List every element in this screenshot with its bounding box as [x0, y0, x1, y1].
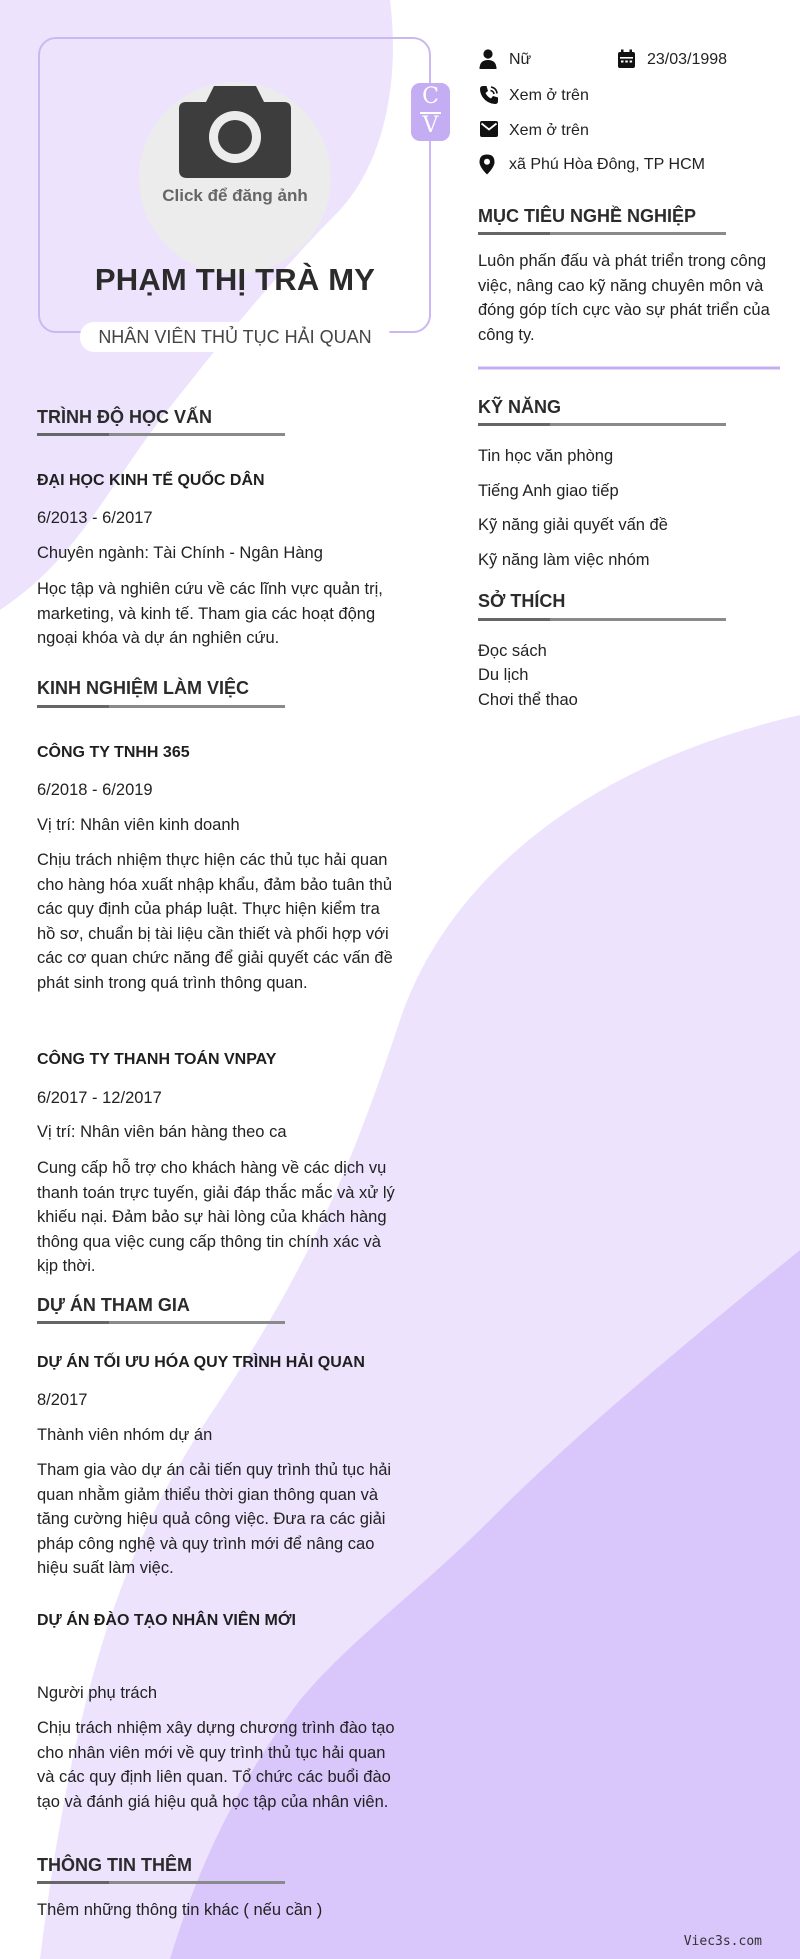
- user-icon: [479, 49, 497, 69]
- watermark: Viec3s.com: [683, 1934, 762, 1949]
- additional-rule: [37, 1881, 285, 1884]
- career-goal-text: Luôn phấn đấu và phát triển trong công việc, nâng cao kỹ năng chuyên môn và đóng góp tích cực vào sự phát triển của công ty.: [478, 252, 770, 344]
- job-position: Vị trí: Nhân viên kinh doanh: [37, 816, 240, 834]
- avatar-upload[interactable]: [139, 82, 331, 274]
- projects-heading: DỰ ÁN THAM GIA: [37, 1295, 190, 1315]
- job-position: Vị trí: Nhân viên bán hàng theo ca: [37, 1123, 287, 1141]
- education-period: 6/2013 - 6/2017: [37, 509, 153, 527]
- job-description: Cung cấp hỗ trợ cho khách hàng về các dịch vụ thanh toán trực tuyến, giải đáp thắc mắc và xử lý khiếu nại. Đảm bảo sự hài lòng của khách hàng thông qua việc cung cấp thông tin chính xác và kịp thời.: [37, 1159, 395, 1275]
- experience-rule: [37, 705, 285, 708]
- job-period: 6/2018 - 6/2019: [37, 781, 153, 799]
- projects-rule: [37, 1321, 285, 1324]
- photo-placeholder-text: Click để đăng ảnh: [162, 186, 308, 205]
- education-description: Học tập và nghiên cứu về các lĩnh vực quản trị, marketing, và kinh tế. Tham gia các hoạt động ngoại khóa và dự án nghiên cứu.: [37, 580, 383, 647]
- hobby-item: Du lịch: [478, 666, 529, 684]
- education-rule: [37, 433, 285, 436]
- education-heading: TRÌNH ĐỘ HỌC VẤN: [37, 407, 212, 427]
- calendar-icon: [617, 49, 636, 69]
- phone-value: Xem ở trên: [509, 87, 589, 104]
- email-value: Xem ở trên: [509, 122, 589, 139]
- skill-item: Tiếng Anh giao tiếp: [478, 482, 619, 500]
- location-pin-icon: [479, 154, 495, 175]
- skill-item: Kỹ năng làm việc nhóm: [478, 551, 650, 569]
- hobby-item: Chơi thể thao: [478, 691, 578, 709]
- project-role: Người phụ trách: [37, 1684, 158, 1702]
- project-period: 8/2017: [37, 1391, 88, 1409]
- gender-value: Nữ: [509, 51, 532, 68]
- hobbies-rule: [478, 618, 726, 621]
- skill-item: Kỹ năng giải quyết vấn đề: [478, 516, 668, 534]
- job-company: CÔNG TY THANH TOÁN VNPAY: [37, 1051, 277, 1068]
- cv-badge-v: V: [422, 113, 439, 138]
- project-name: DỰ ÁN TỐI ƯU HÓA QUY TRÌNH HẢI QUAN: [37, 1354, 365, 1371]
- project-description: Tham gia vào dự án cải tiến quy trình thủ tục hải quan nhằm giảm thiểu thời gian thông quan và tăng cường hiệu quả công việc. Đưa ra các giải pháp công nghệ và quy trình mới để nâng cao hiệu suất làm việc.: [37, 1461, 392, 1577]
- education-school: ĐẠI HỌC KINH TẾ QUỐC DÂN: [37, 472, 265, 489]
- experience-heading: KINH NGHIỆM LÀM VIỆC: [37, 678, 250, 698]
- hobbies-heading: SỞ THÍCH: [478, 591, 566, 611]
- additional-text: Thêm những thông tin khác ( nếu cần ): [37, 1901, 323, 1919]
- job-period: 6/2017 - 12/2017: [37, 1089, 162, 1107]
- full-name: PHẠM THỊ TRÀ MY: [94, 262, 376, 297]
- project-role: Thành viên nhóm dự án: [37, 1426, 213, 1444]
- cv-badge: [411, 83, 450, 141]
- envelope-icon: [479, 120, 499, 138]
- job-description: Chịu trách nhiệm thực hiện các thủ tục hải quan cho hàng hóa xuất nhập khẩu, đảm bảo tuân thủ các quy định của pháp luật. Thực hiện kiểm tra hồ sơ, chuẩn bị tài liệu cần thiết và phối hợp với các cơ quan chức năng để giải quyết các vấn đề phát sinh trong quá trình thông quan.: [37, 851, 393, 992]
- address-value: xã Phú Hòa Đông, TP HCM: [509, 156, 705, 173]
- phone-icon: [479, 85, 499, 105]
- cv-badge-c: C: [422, 84, 439, 109]
- project-description: Chịu trách nhiệm xây dựng chương trình đào tạo cho nhân viên mới về quy trình thủ tục hải quan và các quy định liên quan. Tổ chức các buổi đào tạo và đánh giá hiệu quả học tập của nhân viên.: [37, 1719, 395, 1811]
- education-major: Chuyên ngành: Tài Chính - Ngân Hàng: [37, 544, 323, 562]
- skill-item: Tin học văn phòng: [478, 447, 614, 465]
- job-company: CÔNG TY TNHH 365: [37, 744, 190, 761]
- job-title: NHÂN VIÊN THỦ TỤC HẢI QUAN: [80, 322, 390, 352]
- skills-heading: KỸ NĂNG: [478, 397, 562, 417]
- birthday-value: 23/03/1998: [647, 51, 728, 68]
- project-name: DỰ ÁN ĐÀO TẠO NHÂN VIÊN MỚI: [37, 1612, 296, 1629]
- career-goal-heading: MỤC TIÊU NGHỀ NGHIỆP: [478, 206, 697, 226]
- additional-heading: THÔNG TIN THÊM: [37, 1855, 192, 1875]
- hobby-item: Đọc sách: [478, 642, 547, 660]
- skills-rule: [478, 423, 726, 426]
- camera-icon: [176, 78, 294, 184]
- career-goal-rule: [478, 232, 726, 235]
